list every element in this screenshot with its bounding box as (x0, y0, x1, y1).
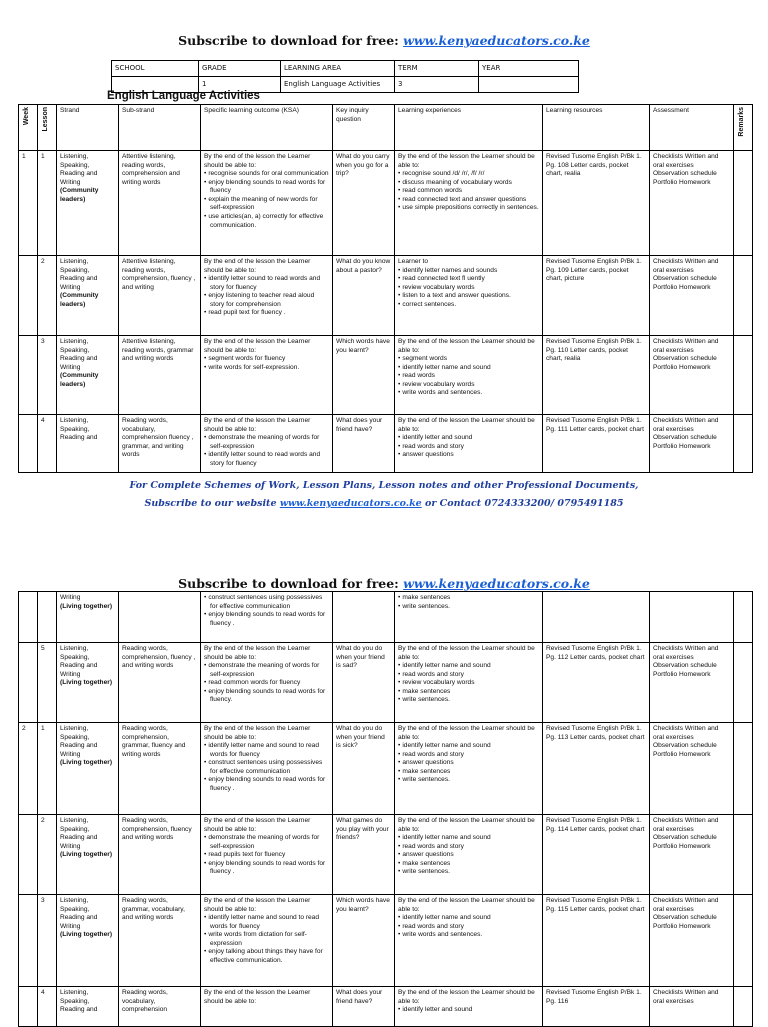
week-cell (19, 256, 38, 336)
experiences-cell (395, 723, 543, 815)
website-link[interactable]: www.kenyaeducators.co.ke (403, 576, 590, 591)
ksa-item: • read pupil text for fluency . (204, 309, 329, 318)
experience-item: • read common words (398, 187, 539, 196)
experience-item: • identify letter names and sounds (398, 267, 539, 276)
experience-item: • identify letter and sound (398, 1006, 539, 1015)
remarks-cell (734, 336, 753, 415)
experience-item-list (398, 434, 539, 460)
ksa-item: • demonstrate the meaning of words for self-expression (204, 662, 329, 679)
subscribe-banner-page2 (0, 576, 768, 591)
experience-item-list (398, 742, 539, 785)
assessment-cell: Checklists Written and oral exercises Observation schedule Portfolio Homework (650, 815, 734, 895)
experiences-intro: By the end of the lesson the Learner should be able to: (398, 725, 535, 741)
ksa-intro: By the end of the lesson the Learner should be able to: (204, 989, 311, 1005)
metadata-table (111, 60, 579, 93)
ksa-cell (201, 895, 333, 987)
ksa-item-list (204, 275, 329, 318)
term-label: TERM (395, 61, 479, 77)
ksa-item: • enjoy listening to teacher read aloud story for comprehension (204, 292, 329, 309)
school-label: SCHOOL (112, 61, 199, 77)
experience-item: • read words and story (398, 843, 539, 852)
strand-text: Listening, Speaking, Reading and Writing (60, 153, 98, 186)
strand-text: Listening, Speaking, Reading and Writing (60, 897, 98, 930)
remarks-cell (734, 895, 753, 987)
theme-text: (Living together) (60, 679, 113, 687)
experiences-cell (395, 895, 543, 987)
experience-item: • read words and story (398, 443, 539, 452)
remarks-cell (734, 643, 753, 723)
experiences-intro: By the end of the lesson the Learner should be able to: (398, 817, 535, 833)
experiences-intro: By the end of the lesson the Learner should be able to: (398, 897, 535, 913)
ksa-item: • enjoy blending sounds to read words for fluency . (204, 611, 329, 628)
subscribe-text: Subscribe to download for free: (178, 33, 404, 48)
experiences-intro: By the end of the lesson the Learner should be able to: (398, 153, 535, 169)
week-cell (19, 415, 38, 473)
scheme-table-page2 (18, 591, 753, 1027)
col-substrand-header: Sub-strand (119, 105, 201, 151)
experiences-cell (395, 151, 543, 256)
experience-item: • make sentences (398, 594, 539, 603)
ksa-item: • read common words for fluency (204, 679, 329, 688)
resources-cell: Revised Tusome English P/Bk 1. Pg. 116 (543, 987, 650, 1027)
resources-cell: Revised Tusome English P/Bk 1. Pg. 113 Letter cards, pocket chart (543, 723, 650, 815)
experience-item: • read words and story (398, 751, 539, 760)
experience-item-list (398, 355, 539, 398)
week-cell: 1 (19, 151, 38, 256)
experience-item-list (398, 1006, 539, 1015)
document-title: English Language Activities (107, 90, 260, 102)
grade-value: 1 (199, 77, 281, 93)
col-strand-header: Strand (57, 105, 119, 151)
promo-website-link[interactable]: www.kenyaeducators.co.ke (279, 498, 422, 509)
col-assessment-header: Assessment (650, 105, 734, 151)
substrand-cell: Reading words, comprehension, fluency , and writing words (119, 643, 201, 723)
lesson-cell: 2 (38, 256, 57, 336)
experience-item: • write words and sentences. (398, 389, 539, 398)
experience-item: • identify letter name and sound (398, 364, 539, 373)
subscribe-text: Subscribe to download for free: (178, 576, 404, 591)
experience-item: • identify letter name and sound (398, 834, 539, 843)
subscribe-banner (0, 33, 768, 48)
lesson-row (19, 815, 753, 895)
col-ksa-header: Specific learning outcome (KSA) (201, 105, 333, 151)
experiences-intro: By the end of the lesson the Learner should be able to: (398, 989, 535, 1005)
experience-item: • listen to a text and answer questions. (398, 292, 539, 301)
ksa-cell (201, 415, 333, 473)
ksa-intro: By the end of the lesson the Learner should be able to: (204, 338, 311, 354)
experiences-cell (395, 415, 543, 473)
experience-item: • identify letter name and sound (398, 914, 539, 923)
experience-item: • review vocabulary words (398, 381, 539, 390)
ksa-item: • identify letter sound to read words and story for fluency (204, 275, 329, 292)
experience-item: • use simple prepositions correctly in sentences. (398, 204, 539, 213)
experience-item: • answer questions (398, 451, 539, 460)
inquiry-cell: What do you do when your friend is sad? (333, 643, 395, 723)
assessment-cell (650, 592, 734, 643)
experiences-cell (395, 815, 543, 895)
substrand-cell (119, 592, 201, 643)
experiences-intro: By the end of the lesson the Learner should be able to: (398, 417, 535, 433)
lesson-cell: 1 (38, 151, 57, 256)
week-cell (19, 643, 38, 723)
experience-item: • identify letter name and sound (398, 662, 539, 671)
week-cell (19, 895, 38, 987)
inquiry-cell: Which words have you learnt? (333, 336, 395, 415)
theme-text: (Community leaders) (60, 187, 99, 203)
ksa-item: • segment words for fluency (204, 355, 329, 364)
inquiry-cell: What does your friend have? (333, 987, 395, 1027)
ksa-cell (201, 643, 333, 723)
remarks-cell (734, 415, 753, 473)
promo-line-1: For Complete Schemes of Work, Lesson Plans, Lesson notes and other Professional Documents, (129, 480, 639, 491)
lesson-cell (38, 592, 57, 643)
experiences-cell (395, 643, 543, 723)
inquiry-cell: What games do you play with your friends? (333, 815, 395, 895)
substrand-cell: Attentive listening, reading words, grammar and writing words (119, 336, 201, 415)
experience-item: • read connected text fl uently (398, 275, 539, 284)
substrand-cell: Attentive listening, reading words, comprehension and writing words (119, 151, 201, 256)
resources-cell (543, 592, 650, 643)
experience-item: • identify letter and sound (398, 434, 539, 443)
lesson-cell: 3 (38, 895, 57, 987)
assessment-cell: Checklists Written and oral exercises (650, 987, 734, 1027)
theme-text: (Living together) (60, 931, 113, 939)
ksa-item-list (204, 914, 329, 965)
continuation-row (19, 592, 753, 643)
experience-item: • review vocabulary words (398, 679, 539, 688)
experience-item: • read words (398, 372, 539, 381)
experience-item: • review vocabulary words (398, 284, 539, 293)
ksa-intro: By the end of the lesson the Learner should be able to: (204, 725, 311, 741)
strand-cell (57, 987, 119, 1027)
remarks-cell (734, 592, 753, 643)
experience-item: • read connected text and answer questions (398, 196, 539, 205)
col-week-header (19, 105, 38, 151)
col-resources-header: Learning resources (543, 105, 650, 151)
strand-text: Listening, Speaking, Reading and Writing (60, 645, 98, 678)
ksa-item-list (204, 170, 329, 230)
week-cell: 2 (19, 723, 38, 815)
ksa-item: • demonstrate the meaning of words for self-expression (204, 834, 329, 851)
lesson-cell: 4 (38, 987, 57, 1027)
ksa-item: • use articles(an, a) correctly for effective communication. (204, 213, 329, 230)
resources-cell: Revised Tusome English P/Bk 1. Pg. 111 Letter cards, pocket chart (543, 415, 650, 473)
strand-cell (57, 592, 119, 643)
experiences-cell (395, 336, 543, 415)
experience-item-list (398, 662, 539, 705)
remarks-header-label: Remarks (738, 107, 745, 137)
ksa-item-list (204, 834, 329, 877)
assessment-cell: Checklists Written and oral exercises Observation schedule Portfolio Homework (650, 895, 734, 987)
ksa-item: • explain the meaning of new words for self-expression (204, 196, 329, 213)
lesson-cell: 1 (38, 723, 57, 815)
strand-cell (57, 415, 119, 473)
remarks-cell (734, 815, 753, 895)
lesson-row (19, 987, 753, 1027)
resources-cell: Revised Tusome English P/Bk 1. Pg. 115 Letter cards, pocket chart (543, 895, 650, 987)
assessment-cell: Checklists Written and oral exercises Observation schedule Portfolio Homework (650, 723, 734, 815)
experience-item: • make sentences (398, 860, 539, 869)
learning-area-value: English Language Activities (281, 77, 395, 93)
ksa-item-list (204, 742, 329, 793)
resources-cell: Revised Tusome English P/Bk 1. Pg. 114 Letter cards, pocket chart (543, 815, 650, 895)
inquiry-cell: Which words have you learnt? (333, 895, 395, 987)
experience-item-list (398, 267, 539, 310)
ksa-item: • enjoy blending sounds to read words for fluency . (204, 860, 329, 877)
strand-text: Listening, Speaking, Reading and (60, 989, 98, 1014)
strand-cell (57, 895, 119, 987)
experience-item: • read words and story (398, 671, 539, 680)
experiences-intro: By the end of the lesson the Learner should be able to: (398, 645, 535, 661)
experience-item: • segment words (398, 355, 539, 364)
resources-cell: Revised Tusome English P/Bk 1. Pg. 110 Letter cards, pocket chart, realia (543, 336, 650, 415)
ksa-item: • write words from dictation for self-expression (204, 931, 329, 948)
substrand-cell: Reading words, comprehension, grammar, fluency and writing words (119, 723, 201, 815)
ksa-cell (201, 592, 333, 643)
ksa-cell (201, 151, 333, 256)
experience-item: • read words and story (398, 923, 539, 932)
ksa-item-list (204, 662, 329, 705)
week-cell (19, 336, 38, 415)
lesson-cell: 2 (38, 815, 57, 895)
inquiry-cell: What do you do when your friend is sick? (333, 723, 395, 815)
inquiry-cell: What do you carry when you go for a trip? (333, 151, 395, 256)
strand-cell (57, 151, 119, 256)
strand-cell (57, 643, 119, 723)
strand-cell (57, 815, 119, 895)
theme-text: (Community leaders) (60, 292, 99, 308)
experiences-intro: By the end of the lesson the Learner should be able to: (398, 338, 535, 354)
assessment-cell: Checklists Written and oral exercises Observation schedule Portfolio Homework (650, 643, 734, 723)
learning-area-label: LEARNING AREA (281, 61, 395, 77)
lesson-cell: 4 (38, 415, 57, 473)
ksa-cell (201, 723, 333, 815)
col-lesson-header (38, 105, 57, 151)
ksa-item: • identify letter sound to read words and story for fluency (204, 451, 329, 468)
col-remarks-header (734, 105, 753, 151)
experience-item-list (398, 914, 539, 940)
ksa-intro: By the end of the lesson the Learner should be able to: (204, 417, 311, 433)
lesson-header-label: Lesson (42, 107, 49, 132)
experience-item-list (398, 170, 539, 213)
experiences-cell (395, 987, 543, 1027)
inquiry-cell: What does your friend have? (333, 415, 395, 473)
strand-text: Listening, Speaking, Reading and Writing (60, 725, 98, 758)
assessment-cell: Checklists Written and oral exercises Observation schedule Portfolio Homework (650, 336, 734, 415)
substrand-cell: Reading words, vocabulary, comprehension fluency , grammar, and writing words (119, 415, 201, 473)
ksa-item: • recognise sounds for oral communication (204, 170, 329, 179)
website-link[interactable]: www.kenyaeducators.co.ke (403, 33, 590, 48)
ksa-item-list (204, 434, 329, 468)
lesson-row (19, 151, 753, 256)
remarks-cell (734, 151, 753, 256)
strand-cell (57, 723, 119, 815)
lesson-row (19, 336, 753, 415)
experience-item-list (398, 834, 539, 877)
resources-cell: Revised Tusome English P/Bk 1. Pg. 109 Letter cards, pocket chart, picture (543, 256, 650, 336)
experience-item: • write words and sentences. (398, 931, 539, 940)
theme-text: (Living together) (60, 759, 113, 767)
strand-text: Listening, Speaking, Reading and Writing (60, 258, 98, 291)
ksa-cell (201, 336, 333, 415)
ksa-intro: By the end of the lesson the Learner should be able to: (204, 258, 311, 274)
strand-text: Listening, Speaking, Reading and (60, 417, 98, 442)
lesson-cell: 5 (38, 643, 57, 723)
ksa-intro: By the end of the lesson the Learner should be able to: (204, 817, 311, 833)
lesson-row (19, 723, 753, 815)
col-inquiry-header: Key inquiry question (333, 105, 395, 151)
substrand-cell: Reading words, comprehension, fluency and writing words (119, 815, 201, 895)
experience-item: • write sentences. (398, 603, 539, 612)
column-header-row (19, 105, 753, 151)
substrand-cell: Reading words, grammar, vocabulary, and writing words (119, 895, 201, 987)
promo-contact-text: or Contact 0724333200/ 0795491185 (421, 498, 624, 509)
term-value: 3 (395, 77, 479, 93)
week-cell (19, 987, 38, 1027)
inquiry-cell: What do you know about a pastor? (333, 256, 395, 336)
metadata-labels (112, 61, 579, 77)
ksa-item: • enjoy blending sounds to read words for fluency . (204, 776, 329, 793)
grade-label: GRADE (199, 61, 281, 77)
col-experiences-header: Learning experiences (395, 105, 543, 151)
experience-item: • correct sentences. (398, 301, 539, 310)
ksa-intro: By the end of the lesson the Learner should be able to: (204, 897, 311, 913)
promo-subscribe-text: Subscribe to our website (144, 498, 280, 509)
experience-item: • write sentences. (398, 868, 539, 877)
lesson-row (19, 643, 753, 723)
ksa-cell (201, 256, 333, 336)
strand-cell (57, 256, 119, 336)
year-value (479, 77, 579, 93)
experiences-cell (395, 256, 543, 336)
ksa-cell (201, 815, 333, 895)
ksa-item: • identify letter name and sound to read words for fluency (204, 914, 329, 931)
ksa-item: • enjoy talking about things they have for effective communication. (204, 948, 329, 965)
lesson-row (19, 895, 753, 987)
lesson-row (19, 256, 753, 336)
inquiry-cell (333, 592, 395, 643)
experience-item: • write sentences. (398, 776, 539, 785)
theme-text: (Living together) (60, 602, 113, 610)
lesson-row (19, 415, 753, 473)
assessment-cell: Checklists Written and oral exercises Observation schedule Portfolio Homework (650, 151, 734, 256)
ksa-cell (201, 987, 333, 1027)
experiences-cell (395, 592, 543, 643)
experiences-intro: Learner to (398, 258, 429, 265)
lesson-cell: 3 (38, 336, 57, 415)
experience-item: • answer questions (398, 851, 539, 860)
ksa-item: • construct sentences using possessives for effective communication (204, 759, 329, 776)
experience-item: • make sentences (398, 688, 539, 697)
assessment-cell: Checklists Written and oral exercises Observation schedule Portfolio Homework (650, 415, 734, 473)
substrand-cell: Reading words, vocabulary, comprehension (119, 987, 201, 1027)
ksa-item: • demonstrate the meaning of words for self-expression (204, 434, 329, 451)
ksa-item: • enjoy blending sounds to read words for fluency. (204, 688, 329, 705)
week-header-label: Week (23, 107, 30, 126)
ksa-item: • read pupils text for fluency (204, 851, 329, 860)
strand-text: Listening, Speaking, Reading and Writing (60, 338, 98, 371)
ksa-item: • write words for self-expression. (204, 364, 329, 373)
assessment-cell: Checklists Written and oral exercises Observation schedule Portfolio Homework (650, 256, 734, 336)
ksa-item-list (204, 355, 329, 372)
strand-text: Listening, Speaking, Reading and Writing (60, 817, 98, 850)
experience-item: • discuss meaning of vocabulary words (398, 179, 539, 188)
experience-item: • answer questions (398, 759, 539, 768)
strand-text: Writing (60, 594, 81, 601)
remarks-cell (734, 256, 753, 336)
experience-item: • identify letter name and sound (398, 742, 539, 751)
theme-text: (Living together) (60, 851, 113, 859)
experience-item: • recognise sound /d/ /r/, /f/ /r/ (398, 170, 539, 179)
remarks-cell (734, 987, 753, 1027)
week-cell (19, 592, 38, 643)
ksa-item: • identify letter name and sound to read words for fluency (204, 742, 329, 759)
remarks-cell (734, 723, 753, 815)
experience-item: • make sentences (398, 768, 539, 777)
ksa-intro: By the end of the lesson the Learner should be able to: (204, 645, 311, 661)
resources-cell: Revised Tusome English P/Bk 1. Pg. 112 Letter cards, pocket chart (543, 643, 650, 723)
substrand-cell: Attentive listening, reading words, comprehension, fluency , and writing (119, 256, 201, 336)
ksa-intro: By the end of the lesson the Learner should be able to: (204, 153, 311, 169)
week-cell (19, 815, 38, 895)
year-label: YEAR (479, 61, 579, 77)
experience-item: • write sentences. (398, 696, 539, 705)
theme-text: (Community leaders) (60, 372, 99, 388)
resources-cell: Revised Tusome English P/Bk 1. Pg. 108 Letter cards, pocket chart, realia (543, 151, 650, 256)
ksa-item: • enjoy blending sounds to read words for fluency (204, 179, 329, 196)
ksa-item: • construct sentences using possessives for effective communication (204, 594, 329, 611)
strand-cell (57, 336, 119, 415)
promo-line-2 (0, 498, 768, 509)
scheme-table-page1 (18, 104, 753, 473)
